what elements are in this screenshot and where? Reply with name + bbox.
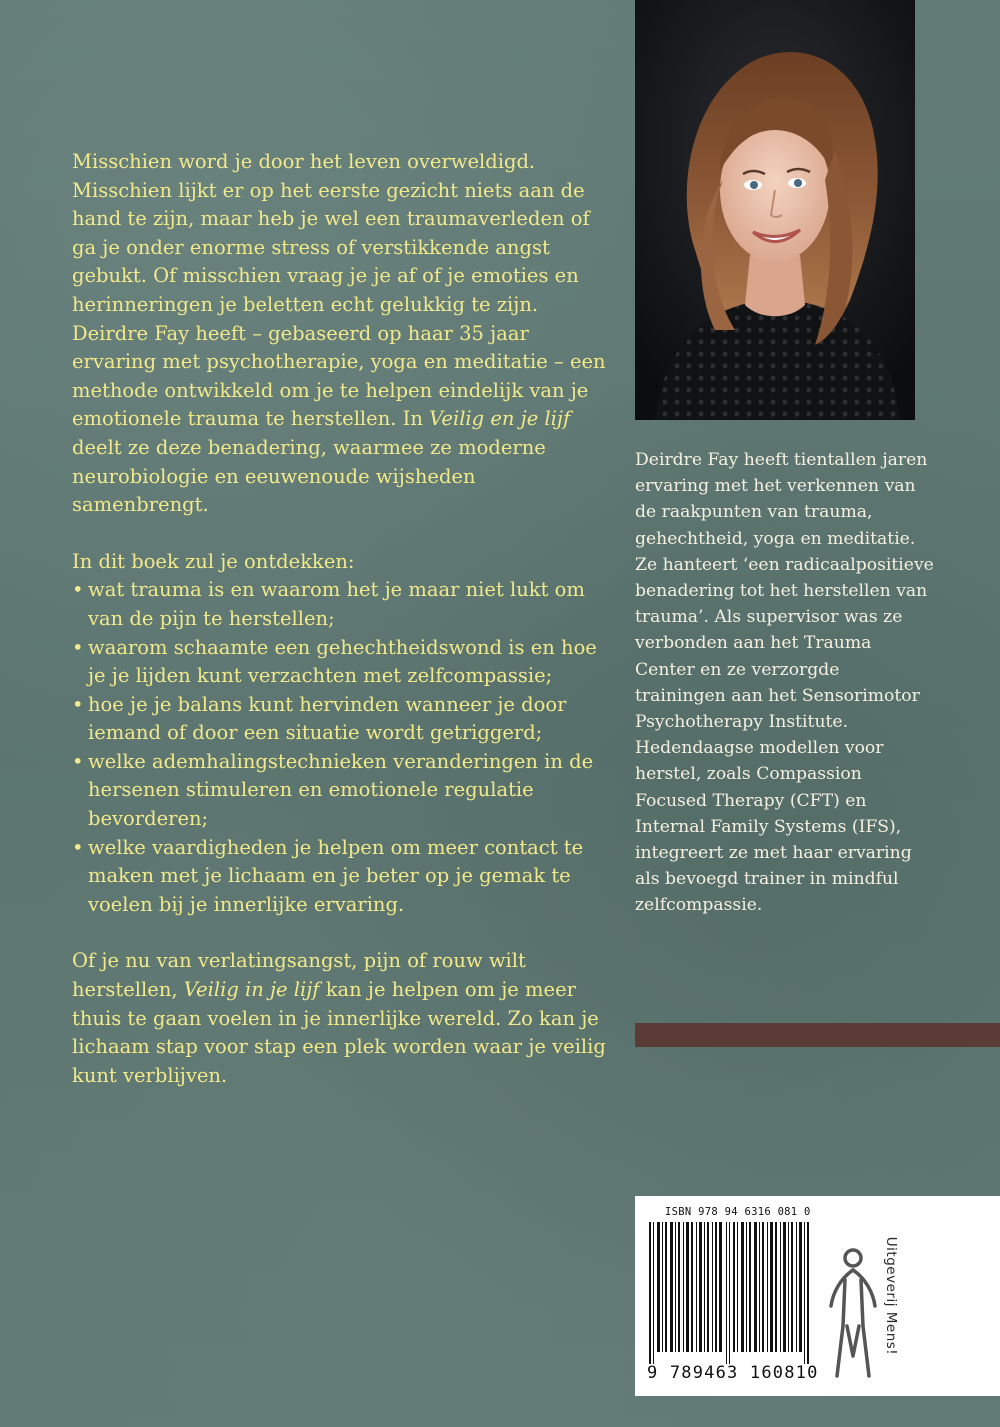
- intro-text: Misschien word je door het leven overweldigd. Misschien lijkt er op het eerste gezicht niets aan de hand te zijn, maar heb je wel een traumaverleden of ga je onder enorme stress of verstikkende angst gebukt. Of misschien vraag je je af of je emoties en herinneringen je beletten echt gelukkig te zijn. Deirdre Fay heeft – gebaseerd op haar 35 jaar ervaring met psychotherapie, yoga en meditatie – een methode ontwikkeld om je te helpen eindelijk van je emotionele trauma te herstellen. In: [72, 150, 606, 431]
- list-item: • waarom schaamte een gehechtheidswond is en hoe je je lijden kunt verzachten met zelfcompassie;: [72, 634, 612, 691]
- closing-paragraph: [72, 947, 612, 1090]
- list-item: • welke vaardigheden je helpen om meer contact te maken met je lichaam en je beter op je gemak te voelen bij je innerlijke ervaring.: [72, 834, 612, 920]
- book-title-inline: Veilig en je lijf: [429, 407, 571, 431]
- closing-text-continued: kan je helpen om je meer thuis te gaan voelen in je innerlijke wereld. Zo kan je lichaam stap voor stap een plek worden waar je veilig kunt verblijven.: [72, 978, 606, 1087]
- publisher-name: Uitgeverij Mens!: [883, 1236, 899, 1356]
- list-intro: In dit boek zul je ontdekken:: [72, 549, 355, 573]
- isbn-digits: 9 789463 160810: [647, 1363, 819, 1383]
- barcode-panel: [635, 1196, 1000, 1396]
- divider-bar: [635, 1023, 1000, 1047]
- author-bio: Deirdre Fay heeft tientallen jaren ervaring met het verkennen van de raakpunten van trauma, gehechtheid, yoga en meditatie. Ze hanteert ‘een radicaalpositieve benadering tot het herstellen van trauma’. Als supervisor was ze verbonden aan het Trauma Center en ze verzorgde trainingen aan het Sensorimotor Psychotherapy Institute. Hedendaagse modellen voor herstel, zoals Compassion Focused Therapy (CFT) en Internal Family Systems (IFS), integreert ze met haar ervaring als bevoegd trainer in mindful zelfcompassie.: [635, 450, 934, 916]
- intro-paragraph: [72, 148, 612, 520]
- isbn-label: ISBN 978 94 6316 081 0: [665, 1206, 811, 1218]
- intro-text-continued: deelt ze deze benadering, waarmee ze moderne neurobiologie en eeuwenoude wijsheden samenbrengt.: [72, 435, 546, 517]
- main-text: [72, 148, 612, 1118]
- list-item: • welke ademhalingstechnieken veranderingen in de hersenen stimuleren en emotionele regulatie bevorderen;: [72, 748, 612, 834]
- author-portrait-illustration: [635, 0, 915, 420]
- book-title-inline: Veilig in je lijf: [183, 978, 320, 1002]
- human-figure-icon: [823, 1206, 883, 1386]
- author-photo: [635, 0, 915, 420]
- list-item: • hoe je je balans kunt hervinden wanneer je door iemand of door een situatie wordt getriggerd;: [72, 691, 612, 748]
- barcode-icon: [643, 1222, 815, 1364]
- bullet-list: [72, 576, 612, 919]
- list-item: • wat trauma is en waarom het je maar niet lukt om van de pijn te herstellen;: [72, 576, 612, 633]
- closing-text: Of je nu van verlatingsangst, pijn of rouw wilt herstellen,: [72, 949, 526, 1002]
